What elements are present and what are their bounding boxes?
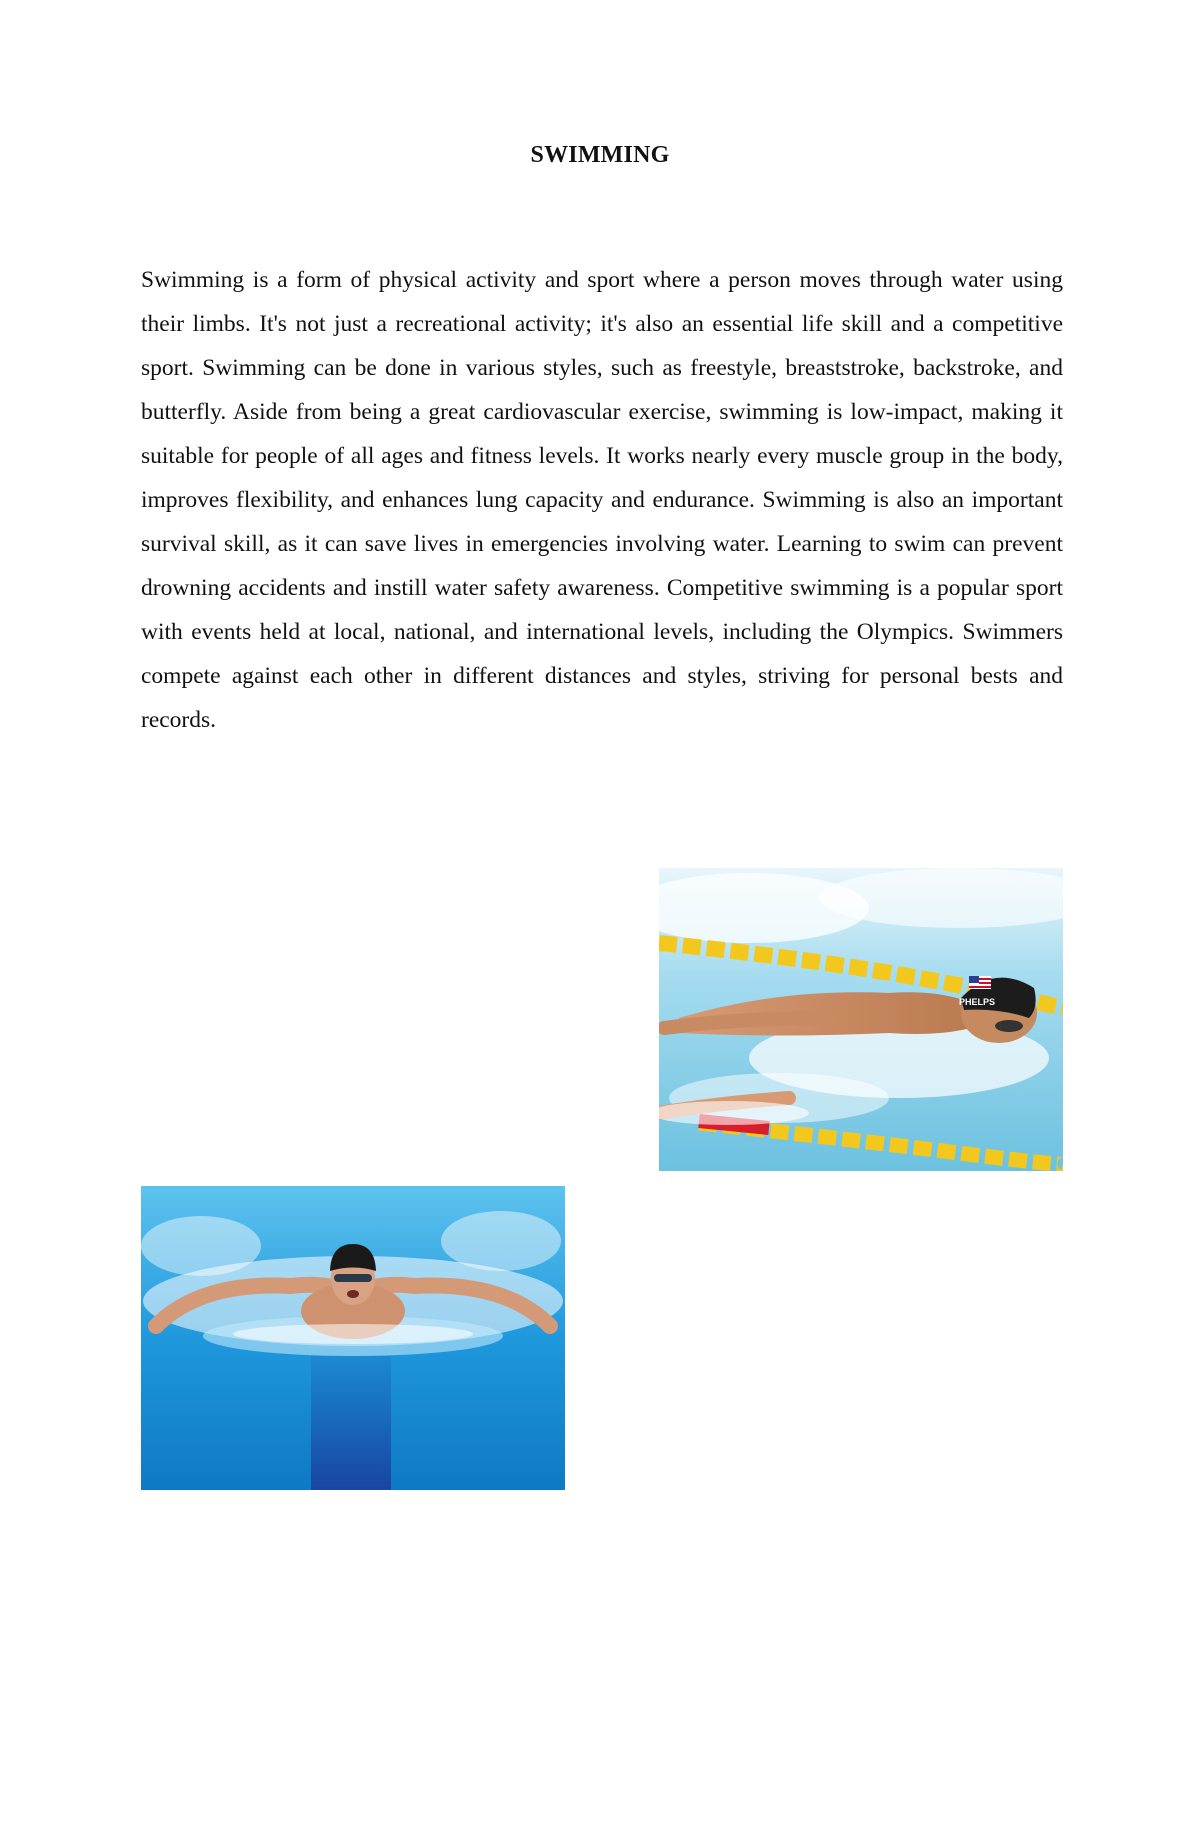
swim-cap-text: PHELPS xyxy=(959,997,996,1007)
swimmer-photo-lane-rope xyxy=(659,868,1063,1171)
body-paragraph: Swimming is a form of physical activity and sport where a person moves through water using their limbs. It's not just a recreational activity; it's also an essential life skill and a competitive sport. Swimming can be done in various styles, such as freestyle, breaststroke, backstroke, and butterfly. Aside from being a great cardiovascular exercise, swimming is low-impact, making it suitable for people of all ages and fitness levels. It works nearly every muscle group in the body, improves flexibility, and enhances lung capacity and endurance. Swimming is also an important survival skill, as it can save lives in emergencies involving water. Learning to swim can prevent drowning accidents and instill water safety awareness. Competitive swimming is a popular sport with events held at local, national, and international levels, including the Olympics. Swimmers compete against each other in different distances and styles, striving for personal bests and records. xyxy=(141,267,1063,733)
document-title: SWIMMING xyxy=(530,142,670,168)
swimmer-photo-butterfly-front xyxy=(141,1186,565,1490)
